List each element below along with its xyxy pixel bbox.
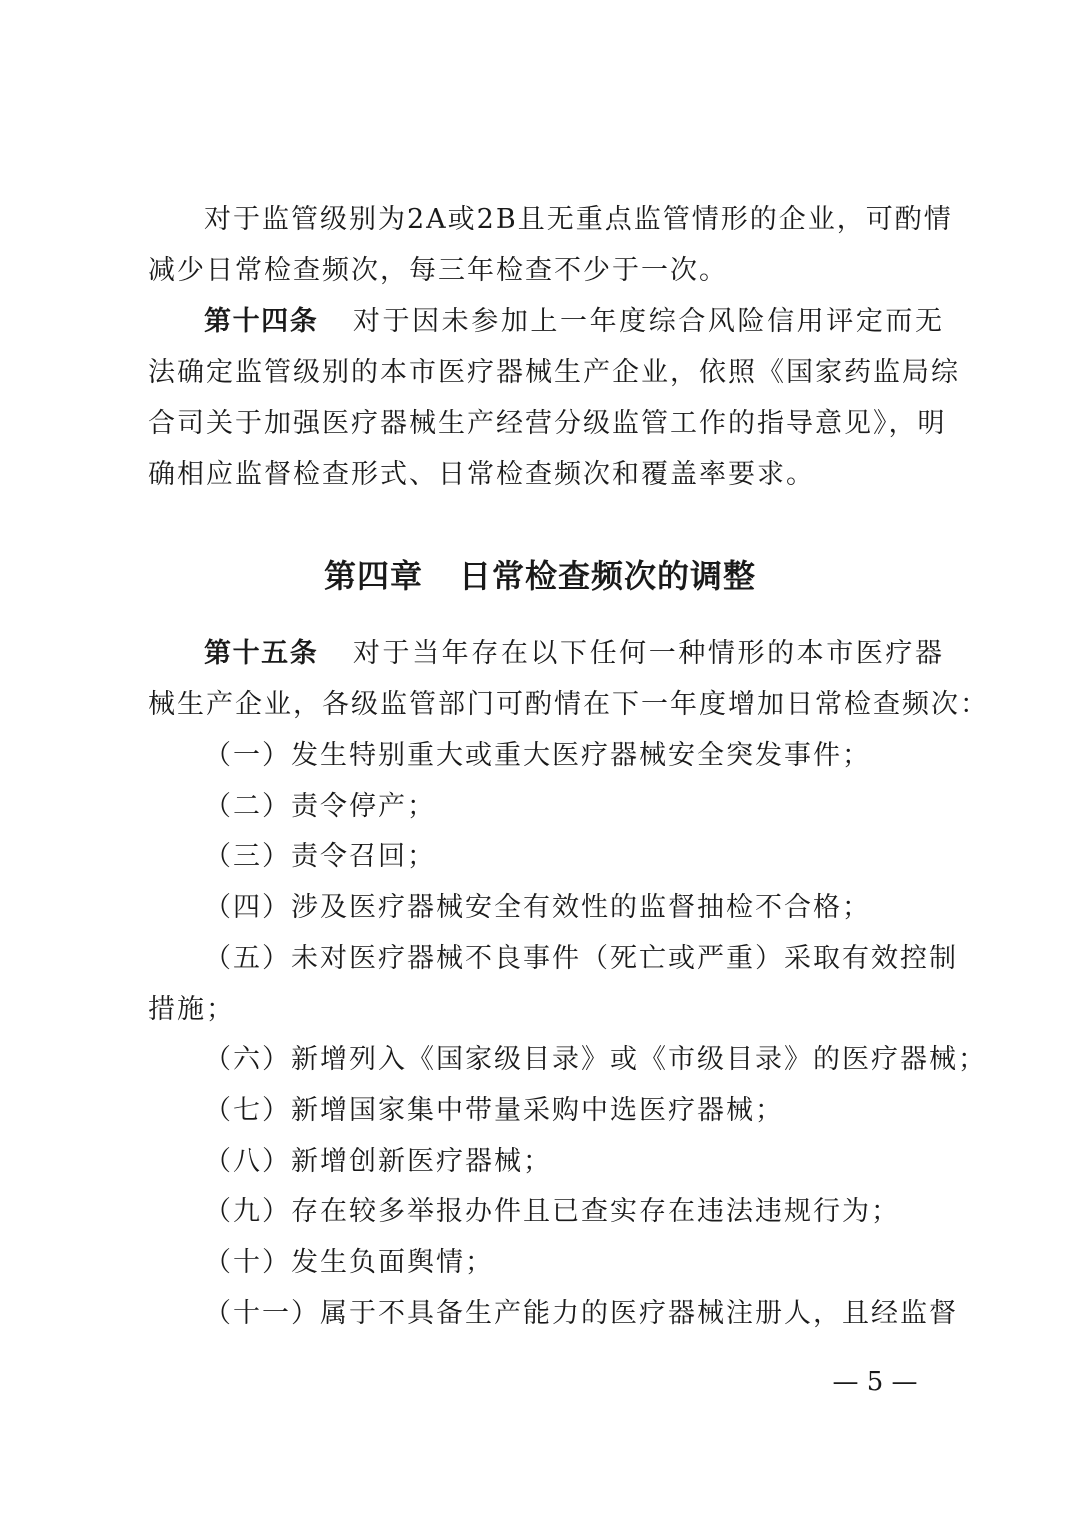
paragraph-line: 确相应监督检查形式、日常检查频次和覆盖率要求。 [148, 459, 815, 490]
paragraph-line: 减少日常检查频次，每三年检查不少于一次。 [148, 255, 728, 286]
list-item: （七）新增国家集中带量采购中选医疗器械； [204, 1095, 784, 1126]
article-15-text: 对于当年存在以下任何一种情形的本市医疗器 [352, 638, 945, 669]
list-item: （五）未对医疗器械不良事件（死亡或严重）采取有效控制 [204, 943, 958, 974]
list-item: （三）责令召回； [204, 841, 436, 872]
paragraph-line: 械生产企业，各级监管部门可酌情在下一年度增加日常检查频次： [148, 689, 989, 720]
chapter-title: 日常检查频次的调整 [459, 557, 757, 595]
list-item: （八）新增创新医疗器械； [204, 1146, 552, 1177]
list-item: （十）发生负面舆情； [204, 1247, 494, 1278]
chapter-label: 第四章 [323, 557, 423, 595]
article-14-text: 对于因未参加上一年度综合风险信用评定而无 [352, 306, 945, 337]
list-item: （一）发生特别重大或重大医疗器械安全突发事件； [204, 740, 871, 771]
page-number: — 5 — [832, 1367, 918, 1397]
article-14-label: 第十四条 [204, 306, 319, 337]
list-item-continuation: 措施； [148, 994, 235, 1025]
paragraph-line: 对于监管级别为2A或2B且无重点监管情形的企业，可酌情 [204, 204, 953, 235]
paragraph-line: 法确定监管级别的本市医疗器械生产企业，依照《国家药监局综 [148, 357, 960, 388]
list-item: （六）新增列入《国家级目录》或《市级目录》的医疗器械； [204, 1044, 987, 1075]
chapter-heading [0, 548, 1080, 604]
list-item: （九）存在较多举报办件且已查实存在违法违规行为； [204, 1196, 900, 1227]
list-item: （二）责令停产； [204, 791, 436, 822]
article-14-first-line [204, 296, 944, 347]
list-item: （十一）属于不具备生产能力的医疗器械注册人，且经监督 [204, 1298, 958, 1329]
article-15-first-line [204, 628, 944, 679]
article-15-label: 第十五条 [204, 638, 319, 669]
list-item: （四）涉及医疗器械安全有效性的监督抽检不合格； [204, 892, 871, 923]
paragraph-line: 合司关于加强医疗器械生产经营分级监管工作的指导意见》，明 [148, 408, 947, 439]
